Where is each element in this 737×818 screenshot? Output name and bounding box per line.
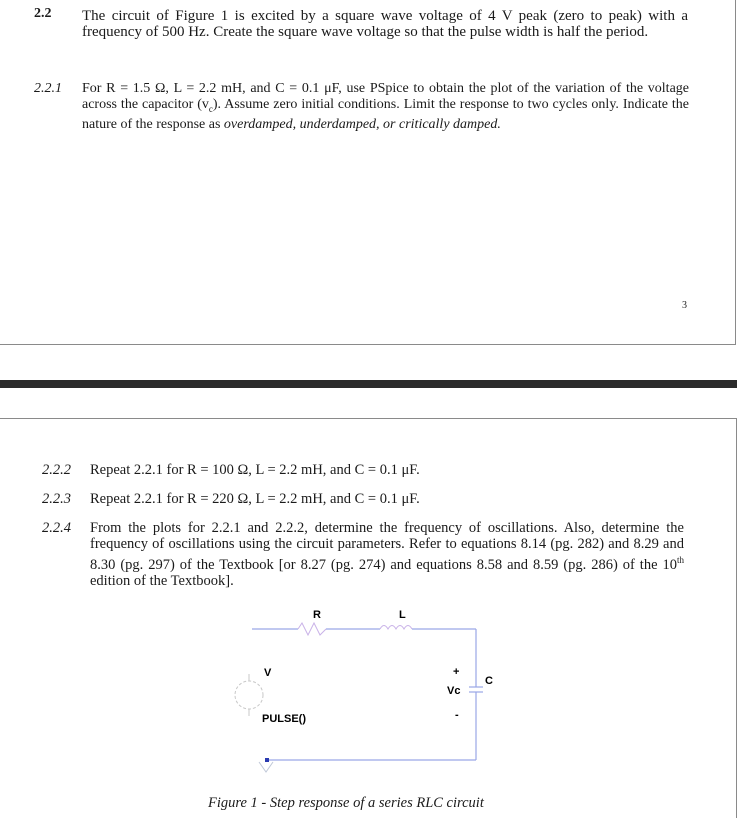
item-2-2-4-superscript: th xyxy=(676,555,684,565)
label-vc: Vc xyxy=(447,685,461,697)
label-c: C xyxy=(485,675,493,687)
item-2-2-4-number: 2.2.4 xyxy=(42,520,71,536)
item-2-2-1-text-b: ). Assume zero initial conditions. Limit the response to two cycles only. Indicate the nature of the response as xyxy=(82,97,689,132)
label-minus: - xyxy=(455,709,459,721)
item-2-2-3-number: 2.2.3 xyxy=(42,491,71,507)
label-pulse: PULSE() xyxy=(262,713,306,725)
label-v: V xyxy=(264,667,272,679)
voltage-source-symbol xyxy=(235,681,263,709)
page-number: 3 xyxy=(682,300,687,311)
item-2-2-1-subscript: c xyxy=(208,103,213,114)
item-2-2-1-emphasis: overdamped, underdamped, or critically damped. xyxy=(223,116,501,132)
resistor-symbol xyxy=(298,623,326,635)
item-2-2-4-text-a: From the plots for 2.2.1 and 2.2.2, determine the frequency of oscillations. Also, determine the frequency of oscillations using the circuit parameters. Refer to equations 8.14 (pg. 282) and 8.29 and 8.30 (pg. 297) of the Textbook [or 8.27 (pg. 274) and equations 8.58 and 8.59 (pg. 286) of the 10 xyxy=(90,520,684,573)
inductor-symbol xyxy=(380,626,412,630)
label-l: L xyxy=(399,609,406,621)
section-number: 2.2 xyxy=(34,6,52,21)
item-2-2-3-text: Repeat 2.2.1 for R = 220 Ω, L = 2.2 mH, and C = 0.1 μF. xyxy=(90,491,420,507)
label-r: R xyxy=(313,609,321,621)
item-2-2-4-text-b: edition of the Textbook]. xyxy=(90,572,234,589)
connection-node xyxy=(265,758,269,762)
item-2-2-1-number: 2.2.1 xyxy=(34,81,62,96)
item-2-2-1-text-a: For R = 1.5 Ω, L = 2.2 mH, and C = 0.1 μF, use PSpice to obtain the plot of the variation of the voltage across the capacitor (v xyxy=(82,81,689,112)
figure-caption: Figure 1 - Step response of a series RLC circuit xyxy=(208,795,484,811)
ground-symbol xyxy=(259,762,273,772)
label-plus: + xyxy=(453,666,460,678)
item-2-2-2-number: 2.2.2 xyxy=(42,462,71,478)
section-paragraph: The circuit of Figure 1 is excited by a square wave voltage of 4 V peak (zero to peak) with a frequency of 500 Hz. Create the square wave voltage so that the pulse width is half the period. xyxy=(82,8,688,40)
item-2-2-2-text: Repeat 2.2.1 for R = 100 Ω, L = 2.2 mH, and C = 0.1 μF. xyxy=(90,462,420,478)
